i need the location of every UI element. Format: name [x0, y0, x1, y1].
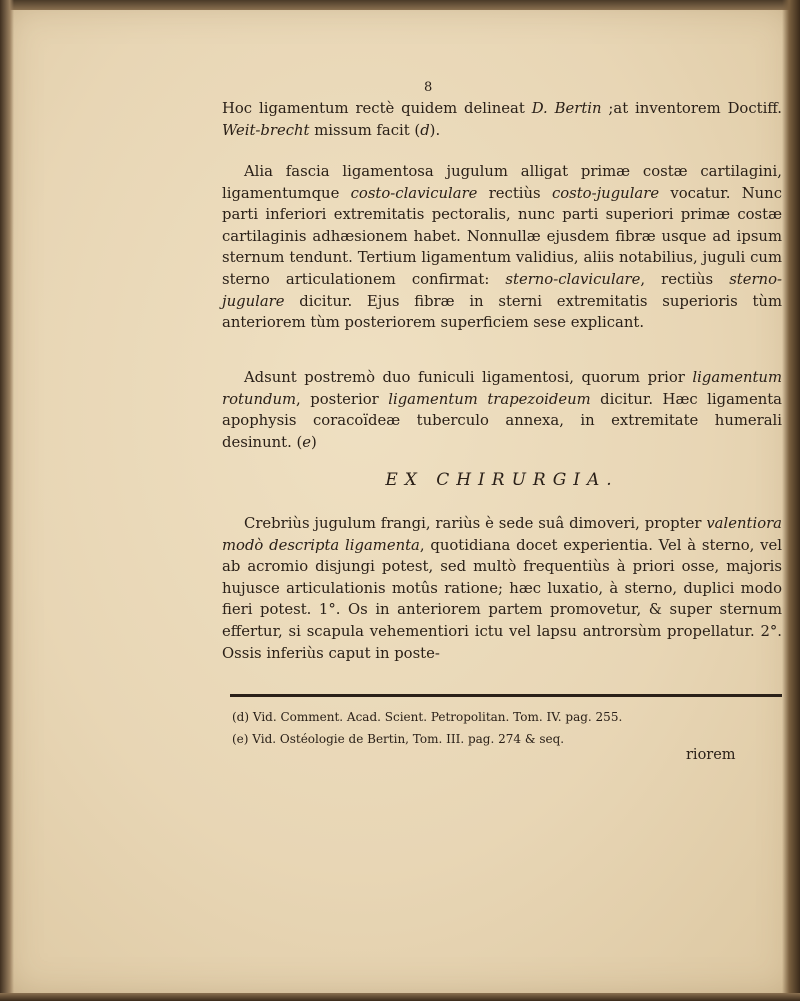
para3-run: Adsunt postremò duo funiculi ligamentosi, quorum prior	[244, 369, 693, 386]
page-number: 8	[424, 80, 433, 95]
para4-run: Crebriùs jugulum frangi, rariùs è sede suâ dimoveri, propter	[244, 515, 707, 532]
page-edge-bottom	[0, 993, 800, 1001]
para1-run: d	[420, 121, 430, 139]
para2-run: dicitur. Ejus fibræ in sterni extremitatis superioris tùm anteriorem tùm posteriorem superficiem sese explicant.	[222, 292, 782, 332]
paragraph-1	[222, 98, 782, 141]
para3-run: , posterior	[296, 390, 389, 408]
para2-run: sterno-jugulare	[222, 270, 782, 310]
footnote-rule	[230, 694, 782, 697]
section-heading: EX CHIRURGIA.	[385, 470, 619, 490]
para3-run: dicitur. Hæc ligamenta apophysis coracoïdeæ tuberculo annexa, in extremitate humerali desinunt. (	[222, 390, 783, 451]
para2-run: rectiùs	[477, 184, 552, 202]
footnote-d: (d) Vid. Comment. Acad. Scient. Petropolitan. Tom. IV. pag. 255.	[232, 710, 623, 724]
para2-run: Alia fascia ligamentosa jugulum alligat primæ costæ cartilagini, ligamentumque	[222, 163, 782, 202]
paragraph-3-text	[222, 367, 782, 453]
page-edge-left	[0, 0, 14, 1001]
para1-run: Hoc ligamentum rectè quidem delineat	[222, 100, 532, 117]
para3-run: ligamentum trapezoideum	[388, 390, 591, 408]
paragraph-1-text	[222, 98, 782, 141]
paragraph-3	[222, 367, 782, 453]
para2-run: sterno-claviculare	[505, 270, 641, 288]
paragraph-4	[222, 513, 782, 664]
para4-run: , quotidiana docet experientia. Vel à sterno, vel ab acromio disjungi potest, sed multò frequentiùs à priori osse, majoris hujusce articulationis motûs ratione; hæc luxatio, à sterno, duplici modo fieri potest. 1°. Os in anteriorem partem promovetur, & super sternum effertur, si scapula vehementiori ictu vel lapsu antrorsùm propellatur. 2°. Ossis inferiùs caput in poste-	[222, 536, 783, 662]
footnote-e: (e) Vid. Ostéologie de Bertin, Tom. III. pag. 274 & seq.	[232, 732, 565, 746]
para4-run: valentiora modò descripta ligamenta	[222, 515, 782, 554]
para2-run: costo-claviculare	[350, 184, 478, 202]
para1-run: ;at inventorem Doctiff.	[601, 100, 782, 117]
para2-run: , rectiùs	[640, 270, 730, 288]
paragraph-2-text	[222, 161, 782, 334]
para3-run: )	[311, 433, 317, 451]
para1-run: D. Bertin	[531, 100, 602, 117]
para1-run: ).	[429, 121, 441, 139]
para2-run: costo-jugulare	[551, 184, 660, 202]
para3-run: e	[302, 433, 312, 451]
para3-run: ligamentum rotundum	[222, 369, 782, 408]
page-edge-top	[0, 0, 800, 10]
para1-run: Weit-brecht	[222, 121, 310, 139]
para1-run: missum facit (	[309, 121, 421, 139]
paragraph-4-text	[222, 513, 782, 664]
catchword: riorem	[686, 747, 736, 763]
para2-run: vocatur. Nunc parti inferiori extremitatis pectoralis, nunc parti superiori primæ costæ cartilaginis adhæsionem habet. Nonnullæ ejusdem fibræ usque ad ipsum sternum tendunt. Tertium ligamentum validius, aliis notabilius, juguli cum sterno articulationem confirmat:	[222, 184, 782, 288]
paragraph-2	[222, 161, 782, 334]
page-edge-right	[782, 0, 800, 1001]
